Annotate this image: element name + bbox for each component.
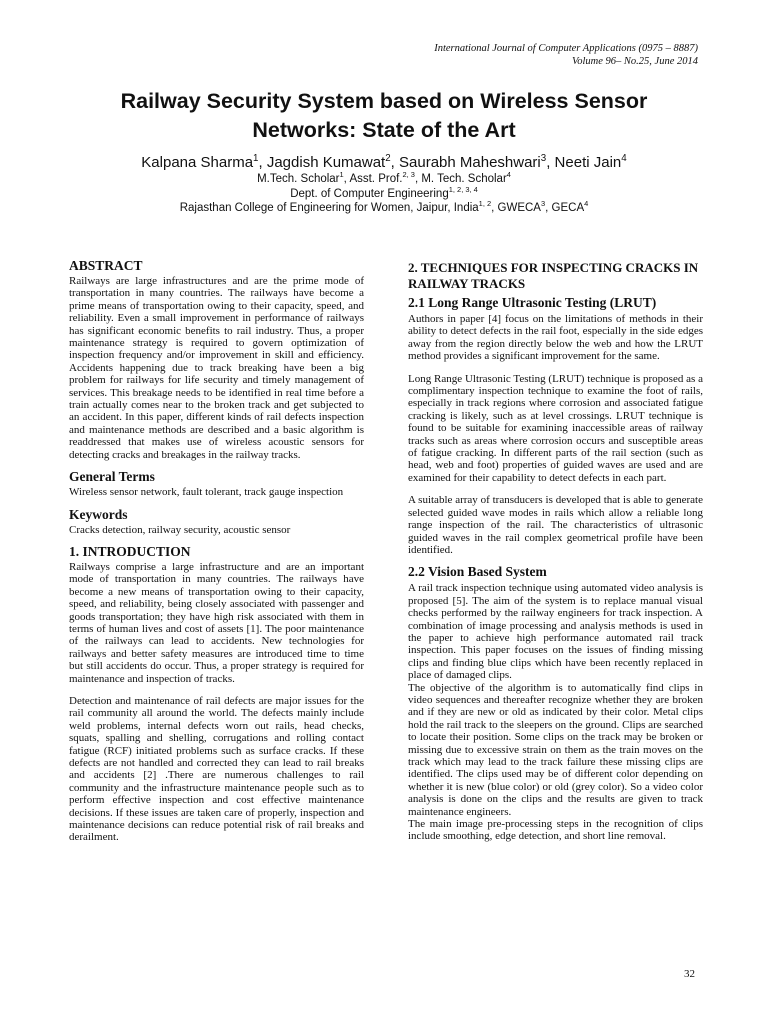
journal-volume: Volume 96– No.25, June 2014 [572,56,698,67]
lrut-paragraph: Authors in paper [4] focus on the limitations of methods in their ability to detect defects in the rail foot, especially in the side edges away from the region directly below the web and how the LRUT method provides a significant improvement for the same. [408,313,703,363]
keywords-text: Cracks detection, railway security, acoustic sensor [69,523,291,536]
page-number: 32 [684,968,695,980]
techniques-heading: 2. TECHNIQUES FOR INSPECTING CRACKS IN RAILWAY TRACKS [408,260,699,291]
college-name: Rajasthan College of Engineering for Women, Jaipur, India [179,202,479,214]
introduction-heading: 1. INTRODUCTION [69,543,191,559]
college-sup: 1, 2 [478,199,492,209]
techniques-section [408,260,703,556]
left-column [69,258,364,844]
title-line-1: Railway Security System based on Wireless Sensor [120,89,648,113]
general-terms-heading: General Terms [69,469,155,485]
author-sup: 2 [385,153,391,164]
author-role: Asst. Prof. [349,173,403,185]
vision-paragraph: A rail track inspection technique using automated video analysis is proposed [5]. The aim of the system is to replace manual visual checks performed by the railway engineers for track inspection. A combination of image processing and analysis methods is used in the paper to achieve high performance automated rail track inspection. This paper focuses on the issues of finding missing clips and finding blue clips which have been recently replaced in place of damaged clips. [408,582,703,682]
vision-paragraph: The objective of the algorithm is to automatically find clips in video sequences and thereafter recognize whether they are broken and if they are new or old as indicated by their color. Metal clips hold the rail track to the sleepers on the ground. Clips are searched to locate their position. Some clips on the track may be broken or missing due to excessive strain on them as the train moves on the track which may lead to the track failure these missing clips are identified. The clips used may be of different color depending on whether it is new (blue color) or old (grey color). So a video color analysis is done on the clips and the results are given to track maintenance engineers. [408,681,703,818]
vision-paragraph: The main image pre-processing steps in the recognition of clips include smoothing, edge detection, and short line removal. [408,818,703,843]
abstract-heading: ABSTRACT [69,258,143,273]
author-names: Kalpana Sharma$^1$, Jagdish Kumawat$^2$, Saurabh Maheshwari$^3$, Neeti Jain$^4$ [141,153,627,171]
geca-name: GECA [551,202,585,214]
author-name: Saurabh Maheshwari [399,154,541,171]
author-roles: M.Tech. Scholar$^1$, Asst. Prof.$^{2, 3}$, M. Tech. Scholar$^4$ [257,170,511,185]
journal-name: International Journal of Computer Applications (0975 – 8887) [434,43,698,54]
author-name: Kalpana Sharma [141,154,254,171]
keywords-heading: Keywords [69,506,128,522]
author-role: M.Tech. Scholar [257,173,340,185]
vision-section [408,564,703,843]
department-text: Dept. of Computer Engineering [290,187,449,200]
general-terms-text: Wireless sensor network, fault tolerant, track gauge inspection [69,486,344,499]
title-line-2: Networks: State of the Art [252,118,516,142]
author-sup: 3 [540,153,547,164]
lrut-paragraph: Long Range Ultrasonic Testing (LRUT) technique is proposed as a complimentary inspection technique to examine the foot of rails, especially in track regions where corrosion and associated fatigue cracking is likely, such as at level crossings. LRUT technique is found to be suitable for examining inaccessible areas of railway tracks such as areas where corrosion occurs and susceptible areas of fatigue cracking. In different parts of the rail section (such as head, web and foot) properties of guided waves are used and are examined for their capability to detect defects in each part. [408,372,703,484]
abstract-text: Railways are large infrastructures and are the prime mode of transportation in many countries. The railways have become a prime means of transportation owing to their capacity, speed, and reliability. Even a small improvement in performance of railways has significant economic benefits to rail industry. Thus, a proper maintenance strategy is required to govern optimization of inspection frequency and/or improvement in skill and efficiency. Accidents happening due to track breaking have been a big problem for railways for life security and timely management of services. This breakage needs to be identified in real time before a train actually comes near to the broken track and get subjected to an accident. In this paper, different kinds of rail defects inspection and maintenance methods are described and a basic algorithm is readdressed that makes use of wireless acoustic sensors for detecting cracks and breakages in the railway tracks. [69,275,364,461]
role-sup: 4 [506,170,511,180]
department-sup: 1, 2, 3, 4 [448,184,478,194]
author-role: M. Tech. Scholar [421,173,507,185]
introduction-section [69,544,364,844]
gweca-name: GWECA [497,202,541,214]
author-name: Jagdish Kumawat [266,154,386,171]
lrut-paragraph: A suitable array of transducers is developed that is able to generate selected guided wave modes in rails which allow a reliable long range inspection of the rail. The characteristics of ultrasonic guided waves in the rail complex geometrical profile have been identified. [408,494,703,556]
keywords-section [69,507,364,536]
general-terms-section [69,469,364,498]
gweca-sup: 3 [540,199,546,209]
vision-heading: 2.2 Vision Based System [408,564,547,580]
introduction-paragraph: Railways comprise a large infrastructure and are an important mode of transportation in many countries. The railways have become a new means of transportation owing to their capacity, speed, and reliability, being closely associated with passenger and goods transportation; they have high risk associated with them in terms of human lives and cost of assets [1]. The poor maintenance of the railways can lead to accidents. New technologies for railways and better safety measures are introduced time to time but still accidents do occur. Thus, a proper strategy is required for maintenance and inspection of tracks. [69,560,364,685]
lrut-heading: 2.1 Long Range Ultrasonic Testing (LRUT) [408,295,657,310]
geca-sup: 4 [584,199,589,209]
author-sup: 1 [253,153,259,164]
author-sup: 4 [621,153,627,164]
author-affiliation: Rajasthan College of Engineering for Women, Jaipur, India$^{1, 2}$, GWECA$^3$, GECA$^4$ [179,199,589,214]
right-column [408,258,703,843]
author-department [40,184,728,202]
abstract-section [69,258,364,461]
role-sup: 1 [339,170,344,180]
paper-title [40,87,728,145]
journal-header [434,42,698,68]
role-sup: 2, 3 [402,170,415,180]
author-block [40,153,728,216]
author-name: Neeti Jain [554,154,622,171]
introduction-paragraph: Detection and maintenance of rail defects are major issues for the rail community all around the world. The defects mainly include weld problems, internal defects worn out rails, head checks, squats, spalling and shelling, corrugations and rolling contact fatigue (RCF) initiated problems such as surface cracks. If these defects are not handled and corrected they can lead to rail breaks and accidents [2] .There are numerous challenges to rail community and the infrastructure maintenance people such as to perform effective inspection and cost effective maintenance decisions. If these issues are taken care of properly, inspection and maintenance decisions can reduce potential risk of rail breaks and derailment. [69,694,364,844]
